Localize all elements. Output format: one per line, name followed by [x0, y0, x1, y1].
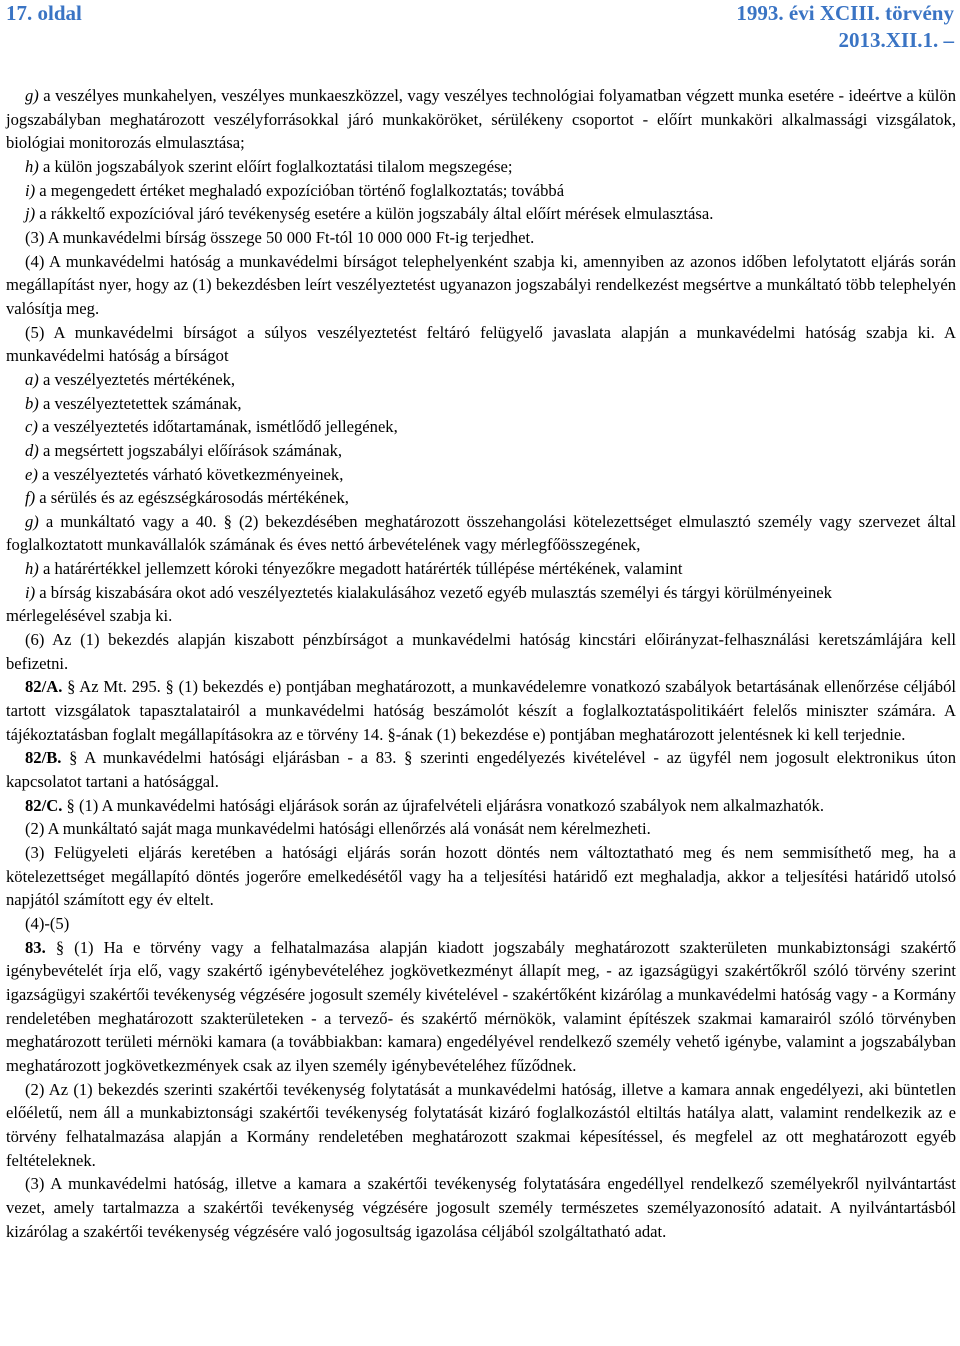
- paragraph: [6, 794, 956, 818]
- paragraph-text: a külön jogszabályok szerint előírt foglalkoztatási tilalom megszegése;: [38, 156, 513, 176]
- paragraph-text: § (1) Ha e törvény vagy a felhatalmazása alapján kiadott jogszabály meghatározott szakterületen munkabiztonsági szakértő igénybevételét írja elő, vagy szakértő igénybevételéhez jogkövetkezményt állapít meg, - az igazságügyi szakértőkről szóló törvény szerint igazságügyi szakértői tevékenység végzésére jogosult személy kivételével - szakértőként kizárólag a munkavédelmi hatóság vagy - a Kormány rendeletében meghatározott szakterületeken - a tervező- és szakértő mérnökök, valamint építészek szakmai kamarairól szóló törvényben meghatározott területi mérnöki kamara (a továbbiakban: kamara) engedélyével rendelkező személy vehető igénybe, valamint a jogszabályban meghatározott jogkövetkezmények csak az ilyen személy igénybevételéhez fűződnek.: [6, 937, 956, 1075]
- paragraph: [6, 250, 956, 321]
- paragraph-text: (2) Az (1) bekezdés szerinti szakértői tevékenység folytatását a munkavédelmi hatóság, illetve a kamara annak engedélyezi, aki büntetlen előéletű, nem áll a munkabiztonsági szakértői tevékenység folytatását kizáró foglalkozástól eltiltás hatálya alatt, valamint rendelkezik az e törvény felhatalmazása alapján a Kormány rendeletében meghatározott szakmai képesítéssel, és megfelel az ott meghatározott egyéb feltételeknek.: [6, 1079, 956, 1170]
- paragraph-text: a veszélyeztetés időtartamának, ismétlődő jellegének,: [37, 417, 398, 437]
- paragraph: [6, 321, 956, 368]
- item-marker: d): [25, 440, 39, 460]
- section-number: 82/C.: [25, 795, 63, 815]
- paragraph: [6, 368, 956, 392]
- paragraph-text: § (1) A munkavédelmi hatósági eljárások során az újrafelvételi eljárásra vonatkozó szabályok nem alkalmazhatók.: [62, 795, 824, 815]
- paragraph: [6, 84, 956, 155]
- page-number: 17. oldal: [6, 1, 82, 25]
- paragraph-text: § A munkavédelmi hatósági eljárásban - a 83. § szerinti engedélyezés kivételével - az ügyfél nem jogosult elektronikus úton kapcsolatot tartani a hatósággal.: [6, 748, 956, 792]
- paragraph: [6, 510, 956, 557]
- paragraph: [6, 1078, 956, 1173]
- paragraph-text: (6) Az (1) bekezdés alapján kiszabott pénzbírságot a munkavédelmi hatóság kincstári előirányzat-felhasználási keretszámlájára kell befizetni.: [6, 630, 956, 673]
- paragraph-text: a határértékkel jellemzett kóroki tényezőkre megadott határérték túllépése mértékének, valamint: [38, 559, 683, 579]
- paragraph: [6, 439, 956, 463]
- document-header: [736, 0, 954, 54]
- paragraph: [6, 604, 956, 628]
- document-body: [6, 84, 956, 1243]
- paragraph-text: (3) Felügyeleti eljárás keretében a hatósági eljárás során hozott döntés nem változtatható meg és nem semmisíthető meg, ha a kötelezettséget megállapító döntés jogerőre emelkedésétől vagy ha a teljesítési határidő ezt meghaladja, akkor a teljesítési határidő utolsó napjától számított egy év eltelt.: [6, 843, 956, 910]
- paragraph-text: a sérülés és az egészségkárosodás mértékének,: [35, 488, 349, 508]
- item-marker: i): [25, 180, 36, 200]
- paragraph-text: § Az Mt. 295. § (1) bekezdés e) pontjában meghatározott, a munkavédelemre vonatkozó szabályok betartásának ellenőrzése céljából tartott vizsgálatok tapasztalatairól a munkavédelmi hatóság beszámolót készít a foglalkoztatáspolitikáért felelős miniszter számára. A tájékoztatásban foglalt megállapításokra az e törvény 14. §-ának (1) bekezdése e) pontjában meghatározott jelentésnek ki kell terjednie.: [6, 677, 956, 744]
- section-number: 82/A.: [25, 677, 63, 697]
- item-marker: h): [25, 559, 39, 579]
- paragraph-text: (3) A munkavédelmi hatóság, illetve a kamara a szakértői tevékenység folytatására engedéllyel rendelkező személyekről nyilvántartást vezet, amely tartalmazza a szakértői tevékenység végzésére jogosult személy természetes személyazonosító adatait. A nyilvántartásból kizárólag a szakértői tevékenység végzésére való jogosultság igazolása céljából szolgáltatható adat.: [6, 1174, 956, 1241]
- paragraph: [6, 202, 956, 226]
- item-marker: g): [25, 511, 39, 531]
- paragraph: [6, 486, 956, 510]
- paragraph-text: (4) A munkavédelmi hatóság a munkavédelmi bírságot telephelyenként szabja ki, amennyiben az azonos időben lefolytatott eljárás során megállapítást nyer, hogy az (1) bekezdésben leírt veszélyeztetést ugyanazon jogszabályi rendelkezést megsértve a munkáltató több telephelyén valósítja meg.: [6, 251, 956, 318]
- paragraph: [6, 463, 956, 487]
- paragraph: [6, 581, 956, 605]
- paragraph-text: a rákkeltő expozícióval járó tevékenység esetére a külön jogszabály által előírt mérések elmulasztása.: [35, 204, 714, 224]
- item-marker: i): [25, 582, 36, 602]
- law-title: 1993. évi XCIII. törvény: [736, 1, 954, 25]
- paragraph: [6, 817, 956, 841]
- paragraph: [6, 628, 956, 675]
- paragraph-text: (4)-(5): [25, 913, 70, 933]
- paragraph-text: (2) A munkáltató saját maga munkavédelmi hatósági ellenőrzés alá vonását nem kérelmezheti.: [25, 819, 651, 839]
- paragraph: [6, 557, 956, 581]
- paragraph-text: a veszélyeztetés mértékének,: [38, 369, 236, 389]
- paragraph-text: (5) A munkavédelmi bírságot a súlyos veszélyeztetést feltáró felügyelő javaslata alapján a munkavédelmi hatóság szabja ki. A munkavédelmi hatóság a bírságot: [6, 322, 956, 366]
- paragraph: [6, 179, 956, 203]
- paragraph: [6, 415, 956, 439]
- paragraph: [6, 936, 956, 1078]
- paragraph-text: mérlegelésével szabja ki.: [6, 606, 173, 626]
- paragraph: [6, 912, 956, 936]
- section-number: 82/B.: [25, 748, 62, 768]
- paragraph: [6, 392, 956, 416]
- paragraph-text: a veszélyeztetés várható következményeinek,: [37, 464, 344, 484]
- item-marker: a): [25, 369, 39, 389]
- paragraph-text: a megsértett jogszabályi előírások számának,: [38, 440, 343, 460]
- paragraph-text: a veszélyeztetettek számának,: [38, 393, 242, 413]
- item-marker: f): [25, 488, 36, 508]
- paragraph-text: a veszélyes munkahelyen, veszélyes munkaeszközzel, vagy veszélyes technológiai folyamatban végzett munka esetére - ideértve a külön jogszabályban meghatározott veszélyforrásokkal járó munkaköröket, sérülékeny csoportot - előírt munkaköri alkalmassági vizsgálatok, biológiai monitorozás elmulasztása;: [6, 86, 956, 153]
- paragraph-text: a megengedett értéket meghaladó expozícióban történő foglalkoztatás; továbbá: [35, 180, 565, 200]
- paragraph: [6, 746, 956, 793]
- item-marker: b): [25, 393, 39, 413]
- section-number: 83.: [25, 937, 46, 957]
- paragraph: [6, 155, 956, 179]
- paragraph-text: a munkáltató vagy a 40. § (2) bekezdésében meghatározott összehangolási kötelezettséget elmulasztó személy vagy szervezet által foglalkoztatott munkavállalók számának és éves nettó árbevételének vagy mérlegfőösszegének,: [6, 511, 956, 555]
- paragraph: [6, 841, 956, 912]
- paragraph: [6, 1172, 956, 1243]
- item-marker: c): [25, 417, 38, 437]
- item-marker: h): [25, 156, 39, 176]
- paragraph-text: a bírság kiszabására okot adó veszélyeztetés kialakulásához vezető egyéb mulasztás személyi és tárgyi körülményeinek: [35, 582, 832, 602]
- version-date: 2013.XII.1. –: [838, 28, 954, 52]
- paragraph: [6, 226, 956, 250]
- item-marker: e): [25, 464, 38, 484]
- paragraph-text: (3) A munkavédelmi bírság összege 50 000 Ft-tól 10 000 000 Ft-ig terjedhet.: [25, 227, 535, 247]
- item-marker: j): [25, 204, 36, 224]
- paragraph: [6, 675, 956, 746]
- item-marker: g): [25, 86, 39, 105]
